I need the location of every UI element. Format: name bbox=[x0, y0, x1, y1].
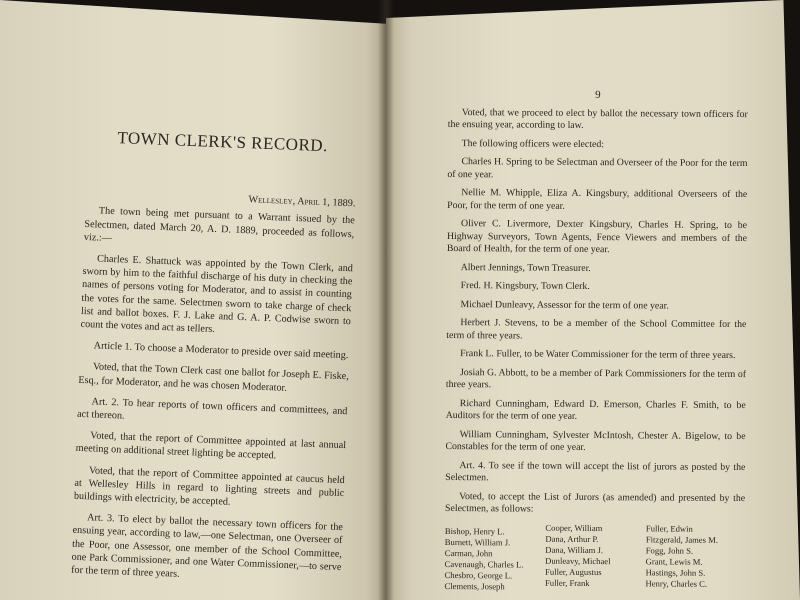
juror-name: Clements, Joseph bbox=[444, 580, 505, 591]
juror-name: Cavenaugh, Charles L. bbox=[444, 558, 524, 570]
paragraph: Herbert J. Stevens, to be a member of the School Committee for the term of three years. bbox=[446, 317, 747, 342]
paragraph: Art. 3. To elect by ballot the necessary town officers for the ensuing year, according to law,—one Selectman, one Overseer of the Poor, one Assessor, one member of the School Committee, one Park Commissioner, and one Water Commissioner,—to serve for the term of three years. bbox=[70, 512, 344, 580]
paragraph: Art. 2. To hear reports of town officers and committees, and act thereon. bbox=[76, 396, 348, 422]
juror-name: Fuller, Frank bbox=[545, 577, 590, 588]
paragraph: Voted, that the report of Committee appointed at last annual meeting on additional street lighting be accepted. bbox=[75, 430, 347, 462]
juror-name: Fuller, Edwin bbox=[645, 522, 693, 534]
juror-name: Hastings, John S. bbox=[645, 566, 706, 578]
juror-name: Dana, Arthur P. bbox=[545, 533, 599, 544]
paragraph: Voted, that the report of Committee appointed at caucus held at Wellesley Hills in regard to lighting streets and public buildings with electricity, be accepted. bbox=[73, 464, 345, 508]
juror-name: Bishop, Henry L. bbox=[444, 525, 505, 536]
juror-name: Dunleavy, Michael bbox=[545, 555, 611, 566]
paragraph: Voted, to accept the List of Jurors (as amended) and presented by the Selectmen, as follows: bbox=[445, 490, 746, 515]
juror-name: Fogg, John S. bbox=[645, 544, 694, 556]
paragraph: Albert Jennings, Town Treasurer. bbox=[460, 261, 591, 274]
paragraph: Fred. H. Kingsbury, Town Clerk. bbox=[460, 280, 590, 292]
juror-name: Cooper, William bbox=[545, 522, 603, 533]
paragraph: Frank L. Fuller, to be Water Commissioner for the term of three years. bbox=[460, 348, 736, 362]
juror-name: Chesbro, George L. bbox=[444, 569, 513, 580]
dateline: Wellesley, April 1, 1889. bbox=[248, 194, 356, 210]
jurors-column bbox=[444, 525, 543, 592]
juror-name: Fitzgerald, James M. bbox=[645, 533, 718, 545]
juror-name: Carman, John bbox=[444, 547, 493, 558]
paragraph: Michael Dunleavy, Assessor for the term of one year. bbox=[460, 298, 669, 312]
juror-name: Dana, William J. bbox=[545, 544, 604, 555]
juror-name: Burnett, William J. bbox=[444, 536, 511, 547]
paragraph: Charles E. Shattuck was appointed by the Town Clerk, and sworn by him to the faithful discharge of his duty in checking the names of persons voting for Moderator, and to assist in counting the votes for the same. Selectmen sworn to take charge of check list and ballot boxes. F. J. Lake and G. A. P. Codwise sworn to count the votes and act as tellers. bbox=[80, 253, 354, 336]
page-title: TOWN CLERK'S RECORD. bbox=[117, 128, 329, 156]
jurors-column bbox=[645, 523, 744, 594]
paragraph: The following officers were elected: bbox=[461, 137, 605, 150]
paragraph: Voted, that the Town Clerk cast one ballot for Joseph E. Fiske, Esq., for Moderator, and he was chosen Moderator. bbox=[78, 361, 349, 394]
right-page-text bbox=[444, 88, 748, 594]
paragraph: Richard Cunningham, Edward D. Emerson, Charles F. Smith, to be Auditors for the term of one year. bbox=[445, 397, 746, 422]
jurors-list bbox=[444, 522, 744, 593]
paragraph: Voted, that we proceed to elect by ballot the necessary town officers for the ensuing year, according to law. bbox=[447, 106, 748, 131]
paragraph: Josiah G. Abbott, to be a member of Park Commissioners for the term of three years. bbox=[445, 366, 747, 391]
paragraph: Oliver C. Livermore, Dexter Kingsbury, Charles H. Spring, to be Highway Surveyors, Town Agents, Fence Viewers and members of the Board of Health, for the term of one year. bbox=[446, 218, 748, 256]
left-page-text bbox=[71, 130, 358, 595]
paragraph: Art. 4. To see if the town will accept the list of jurors as posted by the Selectmen. bbox=[445, 459, 746, 484]
juror-name: Fuller, Augustus bbox=[545, 566, 602, 577]
paragraph: Charles H. Spring to be Selectman and Overseer of the Poor for the term of one year. bbox=[447, 156, 748, 180]
juror-name: Henry, Charles C. bbox=[645, 577, 708, 589]
paragraph: The town being met pursuant to a Warrant issued by the Selectmen, dated March 20, A. D. 1889, proceeded as follows, viz.:— bbox=[83, 205, 355, 244]
paragraph: Article 1. To choose a Moderator to preside over said meeting. bbox=[93, 340, 349, 362]
jurors-column bbox=[545, 522, 644, 593]
page-number: 9 bbox=[595, 89, 601, 102]
juror-name: Grant, Lewis M. bbox=[645, 555, 703, 567]
paragraph: William Cunningham, Sylvester McIntosh, Chester A. Bigelow, to be Constables for the term of one year. bbox=[445, 428, 746, 453]
paragraph: Nellie M. Whipple, Eliza A. Kingsbury, additional Overseers of the Poor, for the term of one year. bbox=[447, 187, 748, 212]
book-gutter bbox=[378, 0, 394, 600]
